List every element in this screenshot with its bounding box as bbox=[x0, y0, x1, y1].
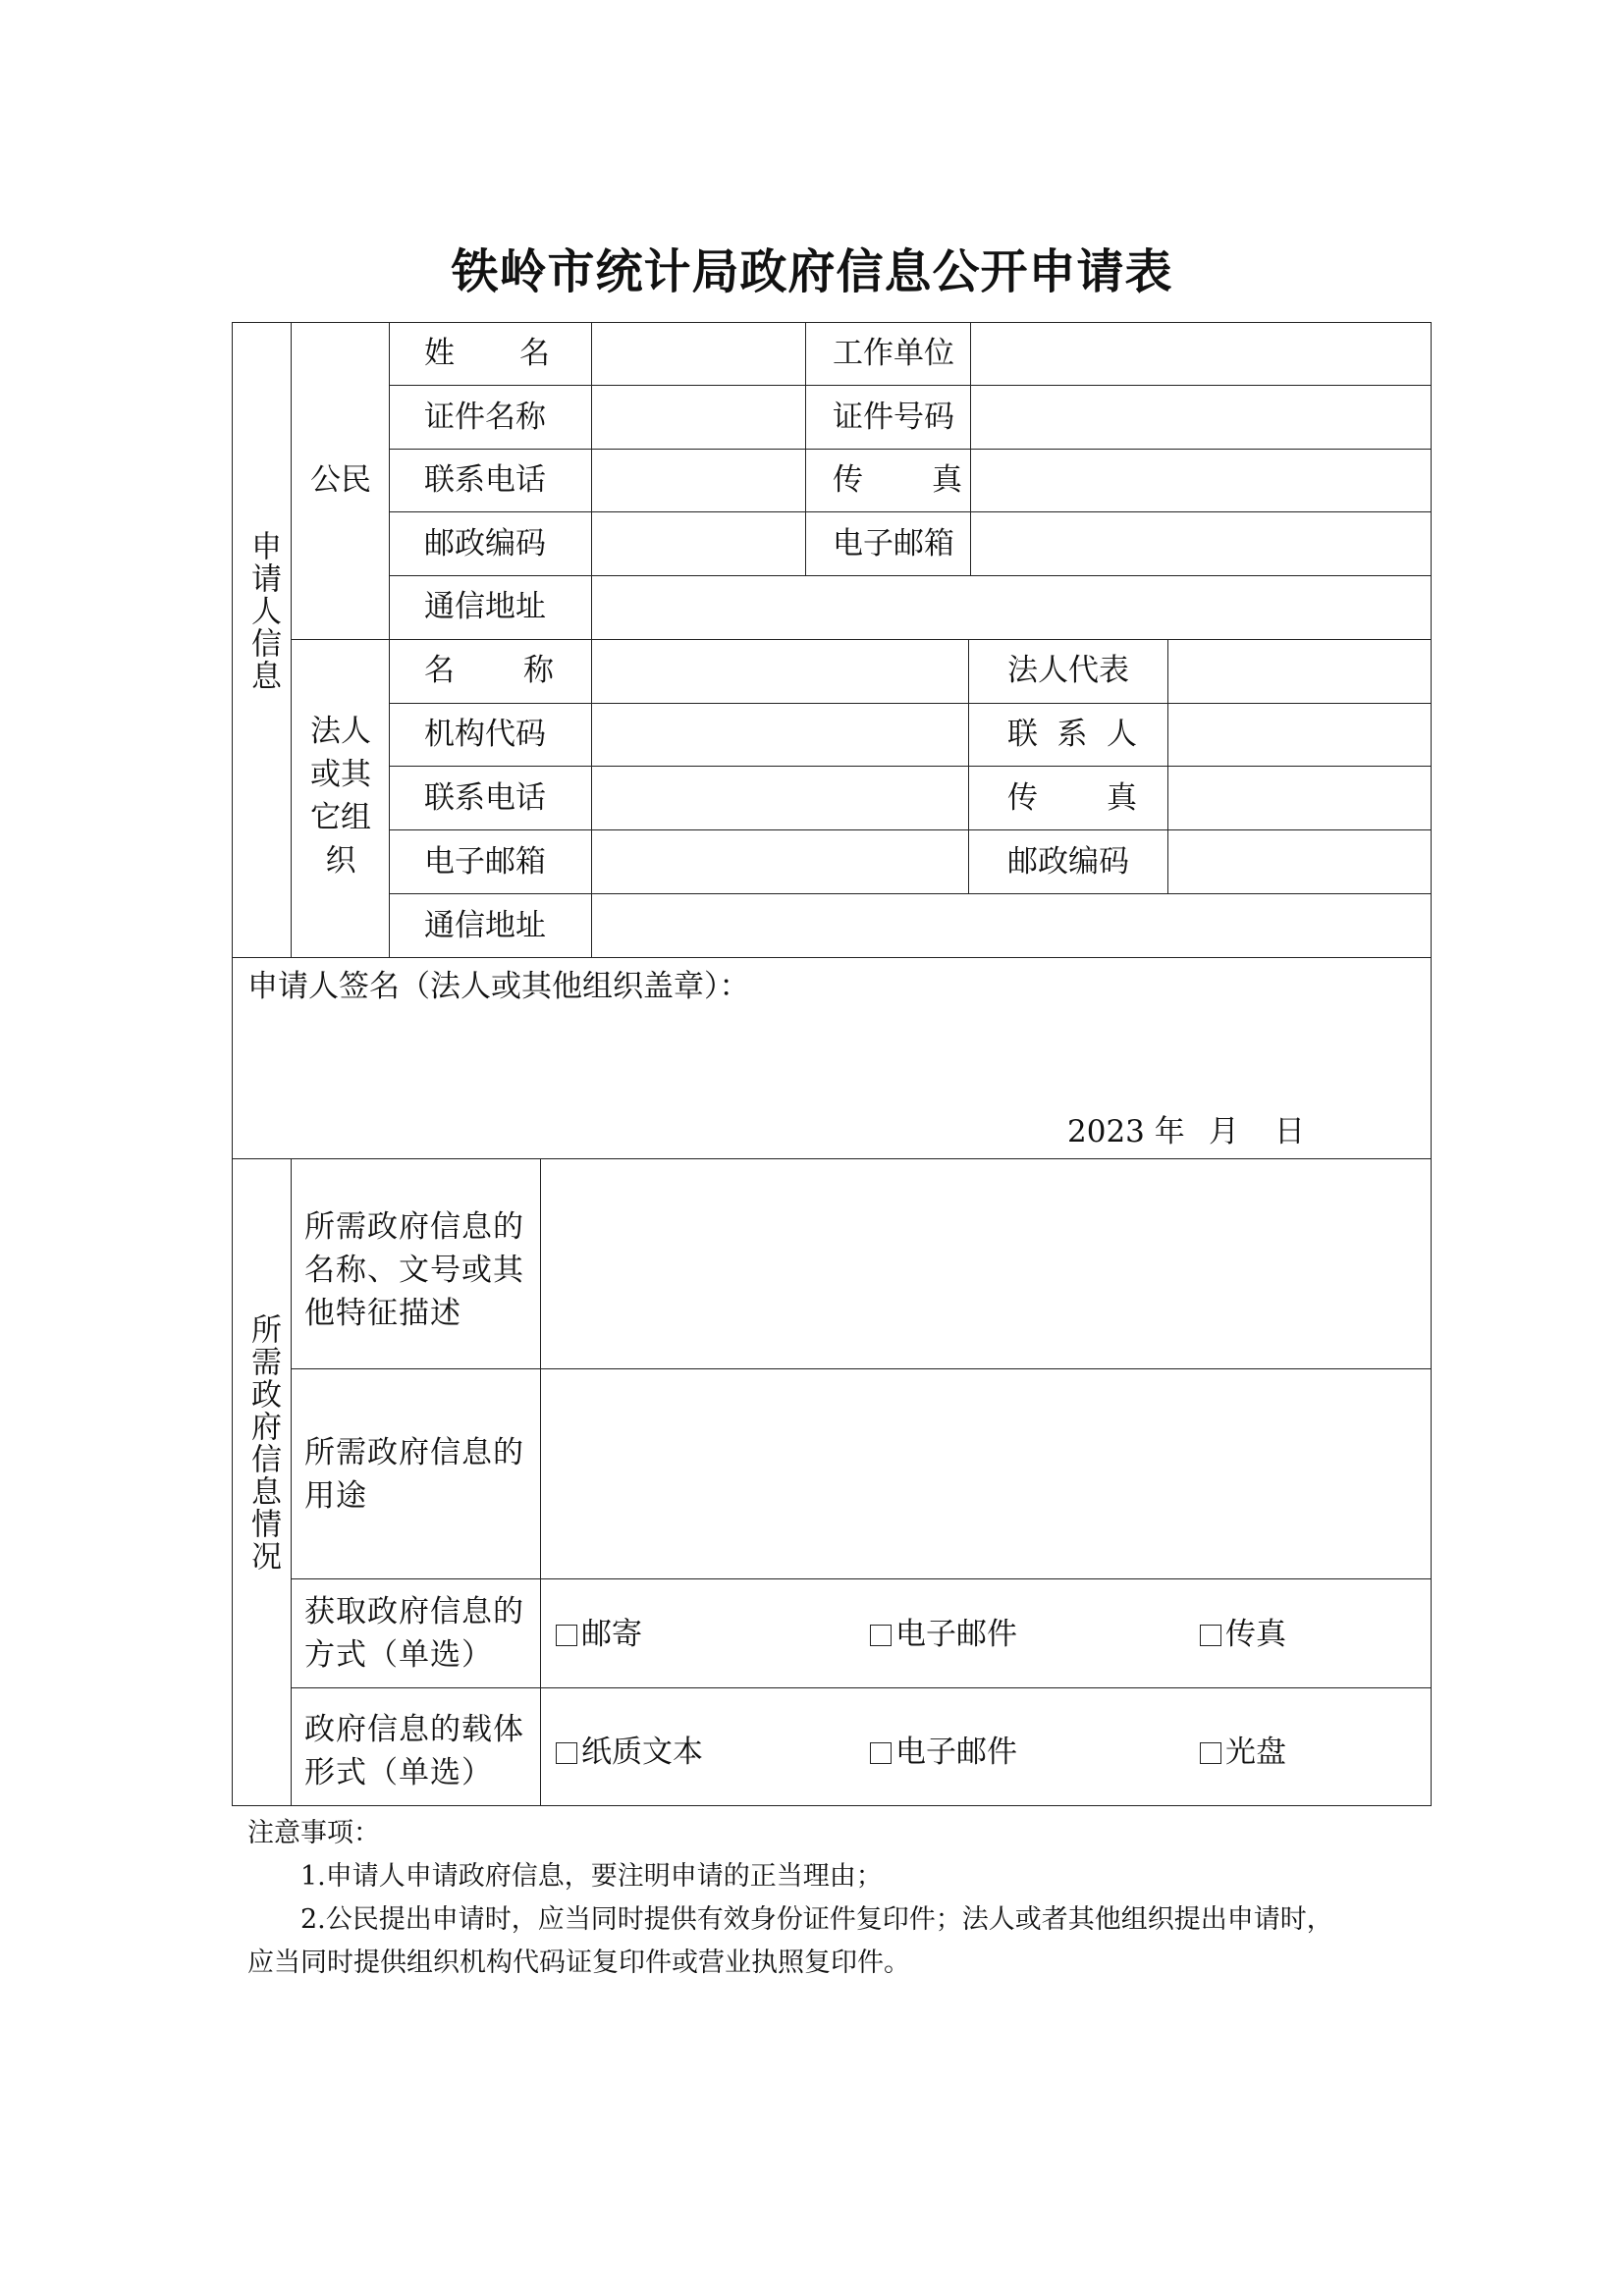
citizen-name-label: 姓 名 bbox=[424, 336, 550, 371]
citizen-id-number-label: 证件号码 bbox=[833, 400, 954, 435]
citizen-id-type-label: 证件名称 bbox=[424, 400, 546, 435]
org-postcode-label: 邮政编码 bbox=[1007, 844, 1129, 880]
org-fax-field[interactable] bbox=[1171, 770, 1426, 827]
divider bbox=[540, 1158, 541, 1806]
citizen-id-number-field[interactable] bbox=[974, 389, 1426, 446]
required-info-label: 所需政府信息情况 bbox=[245, 1313, 281, 1573]
citizen-label: 公民 bbox=[310, 462, 371, 498]
divider bbox=[389, 829, 1432, 830]
citizen-work-unit-label: 工作单位 bbox=[833, 336, 954, 371]
org-phone-label: 联系电话 bbox=[424, 780, 546, 816]
divider bbox=[389, 893, 1432, 894]
checkbox-icon bbox=[556, 1625, 577, 1646]
org-contact-label: 联 系 人 bbox=[1007, 717, 1137, 752]
citizen-postcode-field[interactable] bbox=[595, 515, 801, 572]
divider bbox=[232, 1158, 1432, 1159]
carrier-option-paper[interactable]: 纸质文本 bbox=[556, 1735, 703, 1769]
carrier-option-email[interactable]: 电子邮件 bbox=[870, 1735, 1017, 1769]
divider bbox=[389, 703, 1432, 704]
divider bbox=[291, 1158, 292, 1806]
citizen-phone-label: 联系电话 bbox=[424, 462, 546, 498]
org-name-field[interactable] bbox=[595, 643, 964, 700]
divider bbox=[291, 1687, 1432, 1688]
divider bbox=[291, 1578, 1432, 1579]
carrier-label: 政府信息的载体形式（单选） bbox=[304, 1712, 524, 1790]
form-title: 铁岭市统计局政府信息公开申请表 bbox=[451, 244, 1173, 299]
citizen-phone-field[interactable] bbox=[595, 453, 801, 509]
signature-year: 2023 年 bbox=[1067, 1114, 1185, 1149]
divider bbox=[389, 766, 1432, 767]
application-form bbox=[232, 322, 1432, 1806]
divider bbox=[389, 511, 1432, 512]
org-legal-rep-field[interactable] bbox=[1171, 643, 1426, 700]
citizen-email-label: 电子邮箱 bbox=[833, 526, 954, 561]
checkbox-icon bbox=[556, 1742, 577, 1764]
org-code-label: 机构代码 bbox=[424, 717, 546, 752]
notes-item-2-continued: 应当同时提供组织机构代码证复印件或营业执照复印件。 bbox=[247, 1948, 910, 1978]
checkbox-icon bbox=[870, 1625, 892, 1646]
org-email-field[interactable] bbox=[595, 833, 964, 890]
notes-item-2: 2.公民提出申请时，应当同时提供有效身份证件复印件；法人或者其他组织提出申请时， bbox=[300, 1904, 1333, 1935]
citizen-work-unit-field[interactable] bbox=[974, 326, 1426, 383]
citizen-address-field[interactable] bbox=[595, 579, 1426, 636]
divider bbox=[291, 1368, 1432, 1369]
citizen-fax-label: 传 真 bbox=[833, 462, 962, 498]
notes-heading: 注意事项： bbox=[247, 1818, 380, 1848]
method-option-fax[interactable]: 传真 bbox=[1200, 1618, 1286, 1651]
method-option-email[interactable]: 电子邮件 bbox=[870, 1618, 1017, 1651]
org-address-label: 通信地址 bbox=[424, 908, 546, 943]
checkbox-icon bbox=[870, 1742, 892, 1764]
checkbox-icon bbox=[1200, 1625, 1221, 1646]
signature-day: 日 bbox=[1274, 1114, 1305, 1149]
org-postcode-field[interactable] bbox=[1171, 833, 1426, 890]
method-option-mail[interactable]: 邮寄 bbox=[556, 1618, 642, 1651]
description-label: 所需政府信息的名称、文号或其他特征描述 bbox=[304, 1209, 524, 1331]
signature-month: 月 bbox=[1209, 1114, 1239, 1149]
applicant-info-label: 申请人信息 bbox=[245, 530, 281, 692]
org-contact-field[interactable] bbox=[1171, 707, 1426, 764]
org-email-label: 电子邮箱 bbox=[424, 844, 546, 880]
method-label: 获取政府信息的方式（单选） bbox=[304, 1594, 524, 1673]
org-address-field[interactable] bbox=[595, 897, 1426, 954]
org-label: 法人或其它组织 bbox=[310, 714, 371, 879]
purpose-field[interactable] bbox=[544, 1372, 1426, 1575]
org-fax-label: 传 真 bbox=[1007, 780, 1137, 816]
notes bbox=[247, 1812, 1435, 1985]
divider bbox=[232, 957, 1432, 958]
purpose-label: 所需政府信息的用途 bbox=[304, 1435, 524, 1514]
notes-item-1: 1.申请人申请政府信息，要注明申请的正当理由； bbox=[300, 1861, 883, 1892]
citizen-address-label: 通信地址 bbox=[424, 589, 546, 624]
citizen-id-type-field[interactable] bbox=[595, 389, 801, 446]
org-phone-field[interactable] bbox=[595, 770, 964, 827]
citizen-name-field[interactable] bbox=[595, 326, 801, 383]
checkbox-icon bbox=[1200, 1742, 1221, 1764]
divider bbox=[291, 639, 1432, 640]
citizen-postcode-label: 邮政编码 bbox=[424, 526, 546, 561]
citizen-email-field[interactable] bbox=[974, 515, 1426, 572]
org-code-field[interactable] bbox=[595, 707, 964, 764]
signature-area[interactable] bbox=[236, 1009, 1428, 1147]
signature-label: 申请人签名（法人或其他组织盖章）： bbox=[247, 969, 750, 1004]
org-name-label: 名 称 bbox=[424, 653, 554, 688]
carrier-option-disc[interactable]: 光盘 bbox=[1200, 1735, 1286, 1769]
org-legal-rep-label: 法人代表 bbox=[1007, 653, 1129, 688]
description-field[interactable] bbox=[544, 1162, 1426, 1364]
divider bbox=[389, 449, 1432, 450]
divider bbox=[389, 385, 1432, 386]
citizen-fax-field[interactable] bbox=[974, 453, 1426, 509]
divider bbox=[389, 575, 1432, 576]
